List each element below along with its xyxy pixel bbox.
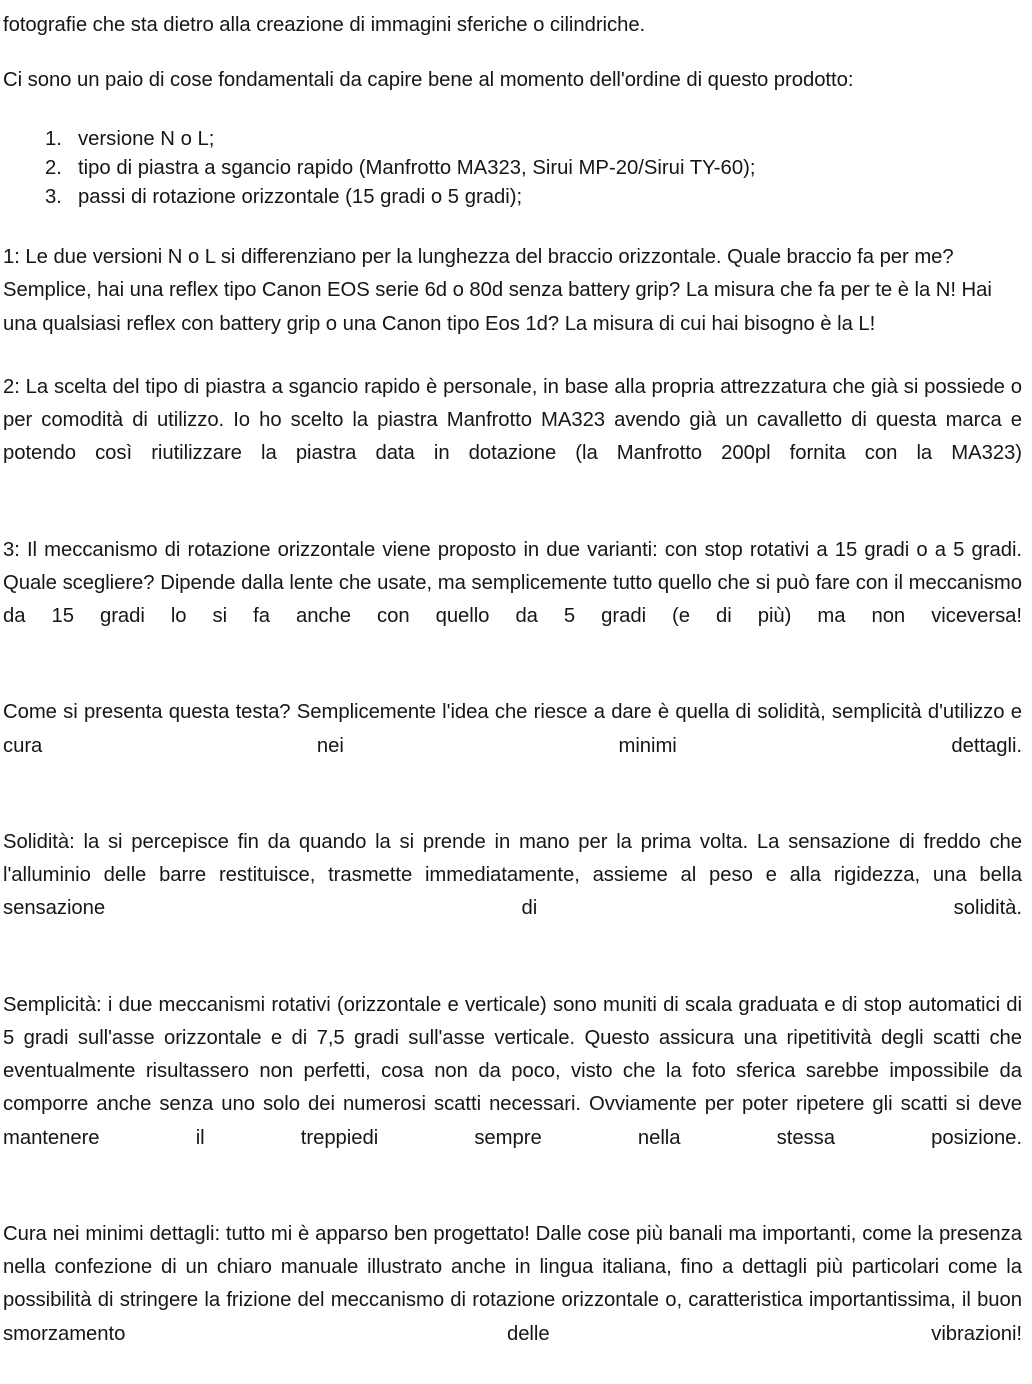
list-item-label: passi di rotazione orizzontale (15 gradi o 5 gradi); [78, 185, 523, 208]
paragraph-solidita: Solidità: la si percepisce fin da quando la si prende in mano per la prima volta. La sensazione di freddo che l'alluminio delle barre restituisce, trasmette immediatamente, assieme al peso e alla rigidezza, una bella sensazione di solidità. [3, 831, 1022, 920]
document-body [3, 0, 1022, 1384]
list-item [3, 154, 1022, 183]
list-item-marker: 1. [45, 128, 62, 151]
paragraph-semplicita: Semplicità: i due meccanismi rotativi (orizzontale e verticale) sono muniti di scala graduata e di stop automatici di 5 gradi sull'asse orizzontale e di 7,5 gradi sull'asse verticale. Questo assicura una ripetitività degli scatti che eventualmente risultassero non perfetti, cosa non da poco, visto che la foto sferica sarebbe impossibile da comporre anche senza uno solo dei numerosi scatti necessari. Ovviamente per poter ripetere gli scatti si deve mantenere il treppiedi sempre nella stessa posizione. [3, 993, 1022, 1149]
spacer [3, 685, 1022, 696]
spacer [3, 116, 1022, 125]
list-item [3, 183, 1022, 212]
paragraph-point-3: 3: Il meccanismo di rotazione orizzontale viene proposto in due varianti: con stop rotativi a 15 gradi o a 5 gradi. Quale scegliere? Dipende dalla lente che usate, ma semplicemente tutto quello che si può fare con il meccanismo da 15 gradi lo si fa anche con quello da 5 gradi (e di più) ma non viceversa! [3, 538, 1022, 628]
paragraph-presentazione: Come si presenta questa testa? Semplicemente l'idea che riesce a dare è quella di solidità, semplicità d'utilizzo e cura nei minimi dettagli. [3, 701, 1022, 757]
paragraph-cura-dettagli: Cura nei minimi dettagli: tutto mi è apparso ben progettato! Dalle cose più banali ma importanti, come la presenza nella confezione di un chiaro manuale illustrato anche in lingua italiana, fino a dettagli più particolari come la possibilità di stringere la frizione del meccanismo di rotazione orizzontale o, caratteristica importantissima, il buon smorzamento delle vibrazioni! [3, 1223, 1022, 1345]
list-item-marker: 3. [45, 185, 62, 208]
list-item-label: versione N o L; [78, 128, 215, 151]
list-item [3, 125, 1022, 154]
spacer [3, 1207, 1022, 1218]
spacer [3, 523, 1022, 534]
spacer [3, 360, 1022, 371]
spacer [3, 230, 1022, 241]
spacer [3, 978, 1022, 989]
paragraph-continuation: fotografie che sta dietro alla creazione di immagini sferiche o cilindriche. [3, 14, 646, 36]
numbered-list [3, 125, 1022, 211]
paragraph-lead-in: Ci sono un paio di cose fondamentali da capire bene al momento dell'ordine di questo prodotto: [3, 69, 854, 92]
paragraph-point-2: 2: La scelta del tipo di piastra a sgancio rapido è personale, in base alla propria attrezzatura che già si possiede o per comodità di utilizzo. Io ho scelto la piastra Manfrotto MA323 avendo già un cavalletto di questa marca e potendo così riutilizzare la piastra data in dotazione (la Manfrotto 200pl fornita con la MA323) [3, 375, 1022, 465]
list-item-label: tipo di piastra a sgancio rapido (Manfrotto MA323, Sirui MP-20/Sirui TY-60); [78, 157, 756, 179]
paragraph-point-1: 1: Le due versioni N o L si differenziano per la lunghezza del braccio orizzontale. Quale braccio fa per me? Semplice, hai una reflex tipo Canon EOS serie 6d o 80d senza battery grip? La misura che fa per te è la N! Hai una qualsiasi reflex con battery grip o una Canon tipo Eos 1d? La misura di cui hai bisogno è la L! [3, 246, 992, 335]
list-item-marker: 2. [45, 157, 62, 179]
spacer [3, 815, 1022, 826]
